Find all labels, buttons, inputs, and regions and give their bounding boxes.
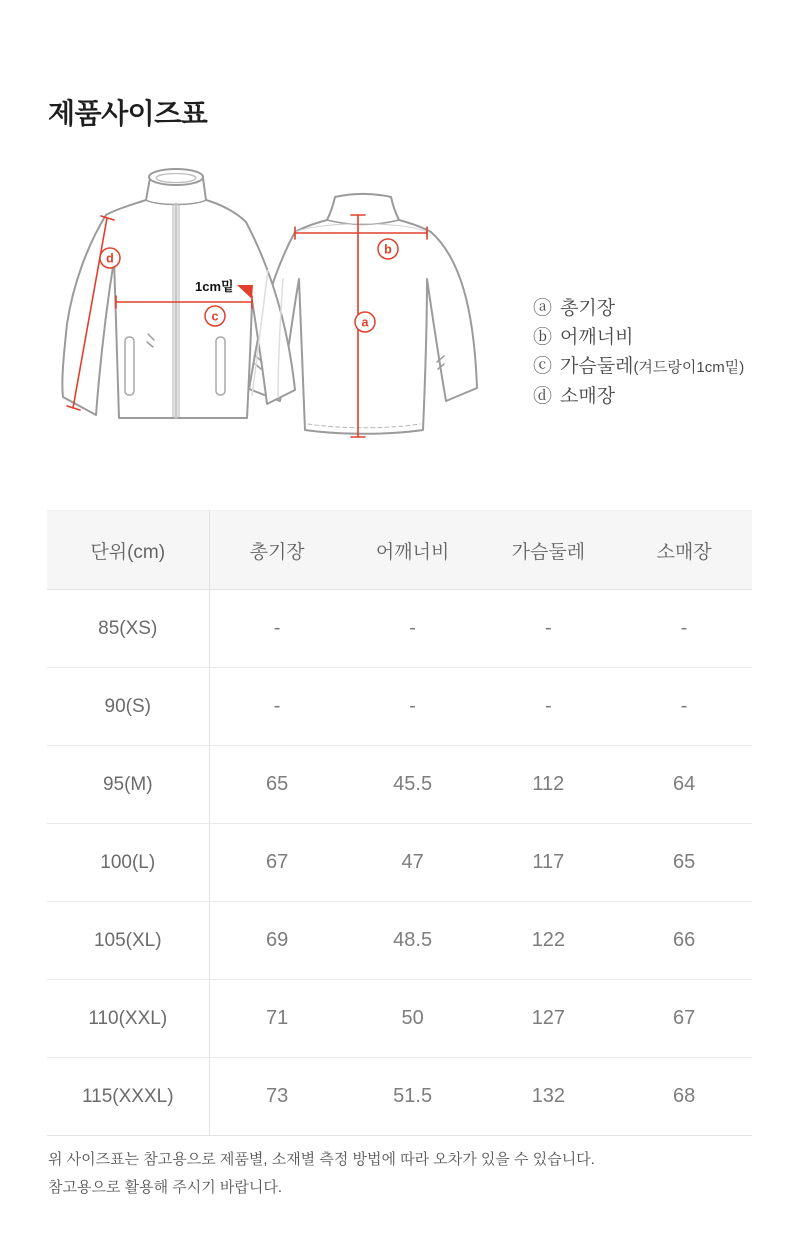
measurement-value: - xyxy=(481,590,617,668)
measurement-value: 45.5 xyxy=(345,746,481,824)
size-table-row xyxy=(47,902,752,980)
size-label: 85(XS) xyxy=(47,590,209,668)
legend-label: 가슴둘레 xyxy=(560,356,634,377)
measurement-value: 67 xyxy=(209,824,345,902)
measurement-value: 117 xyxy=(481,824,617,902)
measurement-value: 50 xyxy=(345,980,481,1058)
size-label: 90(S) xyxy=(47,668,209,746)
measurement-value: 48.5 xyxy=(345,902,481,980)
legend-marker: ⓒ xyxy=(533,356,553,377)
measurement-value: 132 xyxy=(481,1058,617,1136)
left-pocket xyxy=(125,337,134,395)
size-table xyxy=(47,510,752,1136)
measurement-value: 122 xyxy=(481,902,617,980)
legend-marker: ⓐ xyxy=(533,298,553,319)
disclaimer-line-1: 위 사이즈표는 참고용으로 제품별, 소재별 측정 방법에 따라 오차가 있을 수 있습니다. xyxy=(48,1151,595,1168)
page-title: 제품사이즈표 xyxy=(48,98,208,129)
measurement-value: - xyxy=(616,590,752,668)
size-label: 100(L) xyxy=(47,824,209,902)
measurement-value: - xyxy=(345,668,481,746)
measurement-value: 65 xyxy=(616,824,752,902)
measurement-value: 112 xyxy=(481,746,617,824)
measurement-value: - xyxy=(481,668,617,746)
measurement-value: - xyxy=(345,590,481,668)
legend-marker: ⓓ xyxy=(533,386,553,407)
measurement-value: 65 xyxy=(209,746,345,824)
col-header-chest: 가슴둘레 xyxy=(481,511,617,590)
measurement-value: 127 xyxy=(481,980,617,1058)
size-label: 110(XXL) xyxy=(47,980,209,1058)
col-header-shoulder-width: 어깨너비 xyxy=(345,511,481,590)
measurement-value: 66 xyxy=(616,902,752,980)
svg-text:a: a xyxy=(361,315,369,330)
measurement-value: 67 xyxy=(616,980,752,1058)
legend-label: 어깨너비 xyxy=(560,327,634,348)
measurement-value: 71 xyxy=(209,980,345,1058)
measurement-value: 47 xyxy=(345,824,481,902)
size-table-disclaimer xyxy=(48,1146,708,1202)
size-table-row xyxy=(47,824,752,902)
legend-note: (겨드랑이1cm밑) xyxy=(633,359,745,376)
measure-marker-c xyxy=(205,306,225,326)
measurement-value: 51.5 xyxy=(345,1058,481,1136)
col-header-total-length: 총기장 xyxy=(209,511,345,590)
size-table-body xyxy=(47,590,752,1136)
size-table-row xyxy=(47,980,752,1058)
size-label: 95(M) xyxy=(47,746,209,824)
measure-marker-d xyxy=(100,248,120,268)
measurement-value: - xyxy=(616,668,752,746)
measurement-value: 69 xyxy=(209,902,345,980)
legend-marker: ⓑ xyxy=(533,327,553,348)
svg-text:b: b xyxy=(384,242,392,257)
measure-marker-b xyxy=(378,239,398,259)
jacket-measurement-diagram xyxy=(40,158,510,458)
size-label: 115(XXXL) xyxy=(47,1058,209,1136)
measure-marker-a xyxy=(355,312,375,332)
size-table-row xyxy=(47,1058,752,1136)
size-table-row xyxy=(47,590,752,668)
disclaimer-line-2: 참고용으로 활용해 주시기 바랍니다. xyxy=(48,1179,283,1196)
measurement-value: 68 xyxy=(616,1058,752,1136)
legend-label: 소매장 xyxy=(560,386,616,407)
jacket-diagram-svg xyxy=(40,158,510,458)
size-table-row xyxy=(47,668,752,746)
legend-item xyxy=(533,382,744,411)
svg-text:c: c xyxy=(211,309,219,324)
size-label: 105(XL) xyxy=(47,902,209,980)
measurement-legend xyxy=(533,294,744,411)
svg-text:d: d xyxy=(106,251,114,266)
armpit-1cm-note: 1cm밑 xyxy=(195,279,234,294)
measurement-value: - xyxy=(209,590,345,668)
size-table-header-row xyxy=(47,511,752,590)
col-header-unit: 단위(cm) xyxy=(47,511,209,590)
col-header-sleeve-length: 소매장 xyxy=(616,511,752,590)
measurement-value: - xyxy=(209,668,345,746)
legend-item xyxy=(533,323,744,352)
right-pocket xyxy=(216,337,225,395)
legend-item xyxy=(533,294,744,323)
measurement-value: 64 xyxy=(616,746,752,824)
legend-item xyxy=(533,352,744,382)
legend-label: 총기장 xyxy=(560,298,616,319)
size-table-row xyxy=(47,746,752,824)
measurement-value: 73 xyxy=(209,1058,345,1136)
